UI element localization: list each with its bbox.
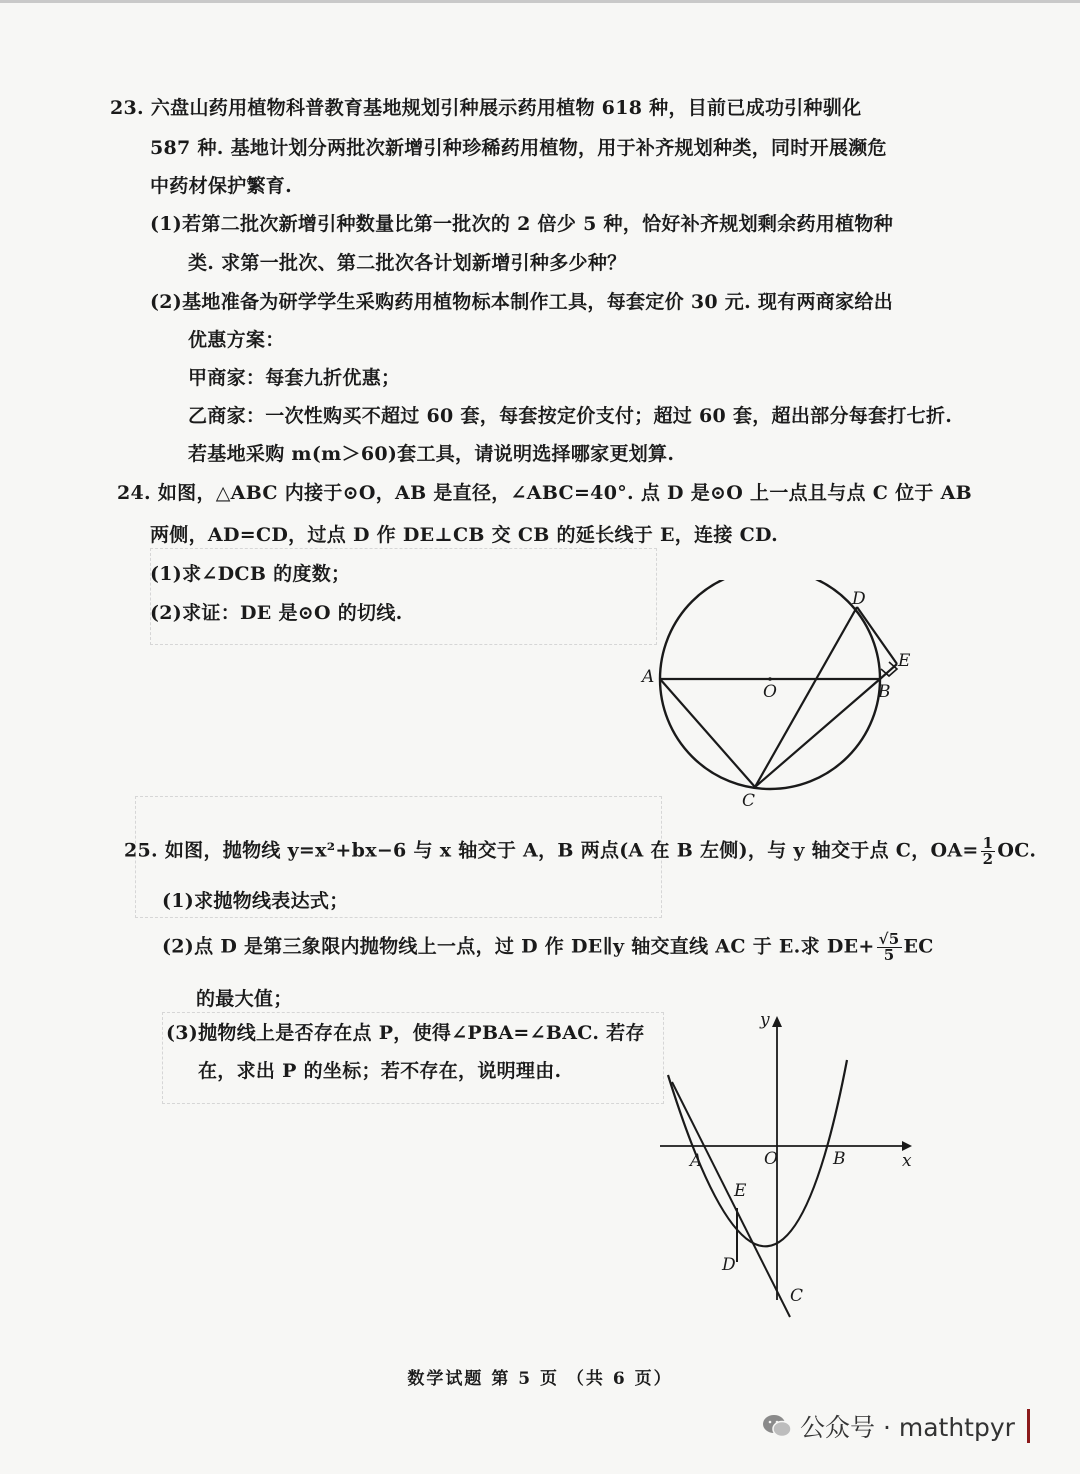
q25-part2-line2: 的最大值； xyxy=(196,988,293,1010)
fraction-denominator: 5 xyxy=(883,946,895,964)
fraction-numerator: 1 xyxy=(982,834,994,852)
wechat-logo-icon xyxy=(762,1413,792,1439)
q25-part2-text: (2)点 D 是第三象限内抛物线上一点，过 D 作 DE∥y 轴交直线 AC 于 E.求 DE+ xyxy=(162,935,875,958)
q23-part2-line1: (2)基地准备为研学学生采购药用植物标本制作工具，每套定价 30 元. 现有两商家给出 xyxy=(150,291,894,313)
label-c: C xyxy=(790,1286,804,1306)
label-e: E xyxy=(734,1181,747,1201)
line-ac xyxy=(672,1082,790,1317)
q23-part1-line2: 类. 求第一批次、第二批次各计划新增引种多少种？ xyxy=(188,252,627,274)
label-a: A xyxy=(642,667,655,687)
watermark xyxy=(762,1408,1030,1444)
page-top-border xyxy=(0,0,1080,3)
fraction-denominator: 2 xyxy=(982,850,994,868)
q25-stem-tail: OC. xyxy=(997,839,1037,862)
q25-stem xyxy=(124,836,1036,867)
y-axis-arrow xyxy=(772,1016,782,1027)
watermark-text: 公众号 · mathtpyr xyxy=(800,1413,1015,1442)
fraction-numerator: √5 xyxy=(878,930,900,948)
q24-part1: (1)求∠DCB 的度数； xyxy=(150,563,351,585)
q23-stem-line2: 587 种. 基地计划分两批次新增引种珍稀药用植物，用于补齐规划种类，同时开展濒危 xyxy=(150,137,887,159)
q24-part2: (2)求证：DE 是⊙O 的切线. xyxy=(150,602,403,624)
q25-parabola-diagram xyxy=(650,1005,920,1325)
q23-stem-line1: 23. 六盘山药用植物科普教育基地规划引种展示药用植物 618 种，目前已成功引种驯化 xyxy=(110,97,862,119)
center-dot xyxy=(768,677,772,681)
q25-part3-line1: (3)抛物线上是否存在点 P，使得∠PBA=∠BAC. 若存 xyxy=(166,1022,645,1044)
q25-part2-fraction xyxy=(877,932,902,963)
x-axis-arrow xyxy=(902,1141,912,1151)
q25-part3-line2: 在，求出 P 的坐标；若不存在，说明理由. xyxy=(198,1060,562,1082)
q24-circle-diagram xyxy=(630,580,920,810)
page-footer: 数学试题 第 5 页 （共 6 页） xyxy=(407,1369,673,1389)
q23-stem-line3: 中药材保护繁育. xyxy=(150,175,293,197)
label-x: x xyxy=(902,1151,912,1171)
q24-stem-line1: 24. 如图，△ABC 内接于⊙O，AB 是直径，∠ABC=40°. 点 D 是⊙O 上一点且与点 C 位于 AB xyxy=(117,482,973,504)
label-d: D xyxy=(852,589,866,609)
q23-part1-line1: (1)若第二批次新增引种数量比第一批次的 2 倍少 5 种，恰好补齐规划剩余药用植物种 xyxy=(150,213,894,235)
q23-part2-line4: 乙商家：一次性购买不超过 60 套，每套按定价支付；超过 60 套，超出部分每套打七折. xyxy=(188,405,953,427)
label-y: y xyxy=(760,1010,770,1030)
q23-part2-line5: 若基地采购 m(m＞60)套工具，请说明选择哪家更划算. xyxy=(188,443,675,465)
q25-part1: (1)求抛物线表达式； xyxy=(162,890,349,912)
right-angle-mark xyxy=(881,662,897,676)
q25-part2 xyxy=(162,932,934,963)
q24-stem-line2: 两侧，AD=CD，过点 D 作 DE⊥CB 交 CB 的延长线于 E，连接 CD. xyxy=(150,524,779,546)
label-d: D xyxy=(722,1255,736,1275)
label-c: C xyxy=(742,791,756,810)
q25-fraction xyxy=(981,836,996,867)
label-b: B xyxy=(833,1149,846,1169)
text-cursor xyxy=(1027,1409,1030,1443)
q23-part2-line3: 甲商家：每套九折优惠； xyxy=(188,367,401,389)
label-e: E xyxy=(898,651,911,671)
q25-stem-text: 25. 如图，抛物线 y=x²+bx−6 与 x 轴交于 A，B 两点(A 在 B 左侧)，与 y 轴交于点 C，OA= xyxy=(124,839,979,862)
q23-part2-line2: 优惠方案： xyxy=(188,329,285,351)
q25-part2-tail: EC xyxy=(903,935,934,958)
label-o: O xyxy=(763,682,777,702)
label-a: A xyxy=(690,1151,703,1171)
label-o: O xyxy=(764,1149,778,1169)
label-b: B xyxy=(878,682,891,702)
